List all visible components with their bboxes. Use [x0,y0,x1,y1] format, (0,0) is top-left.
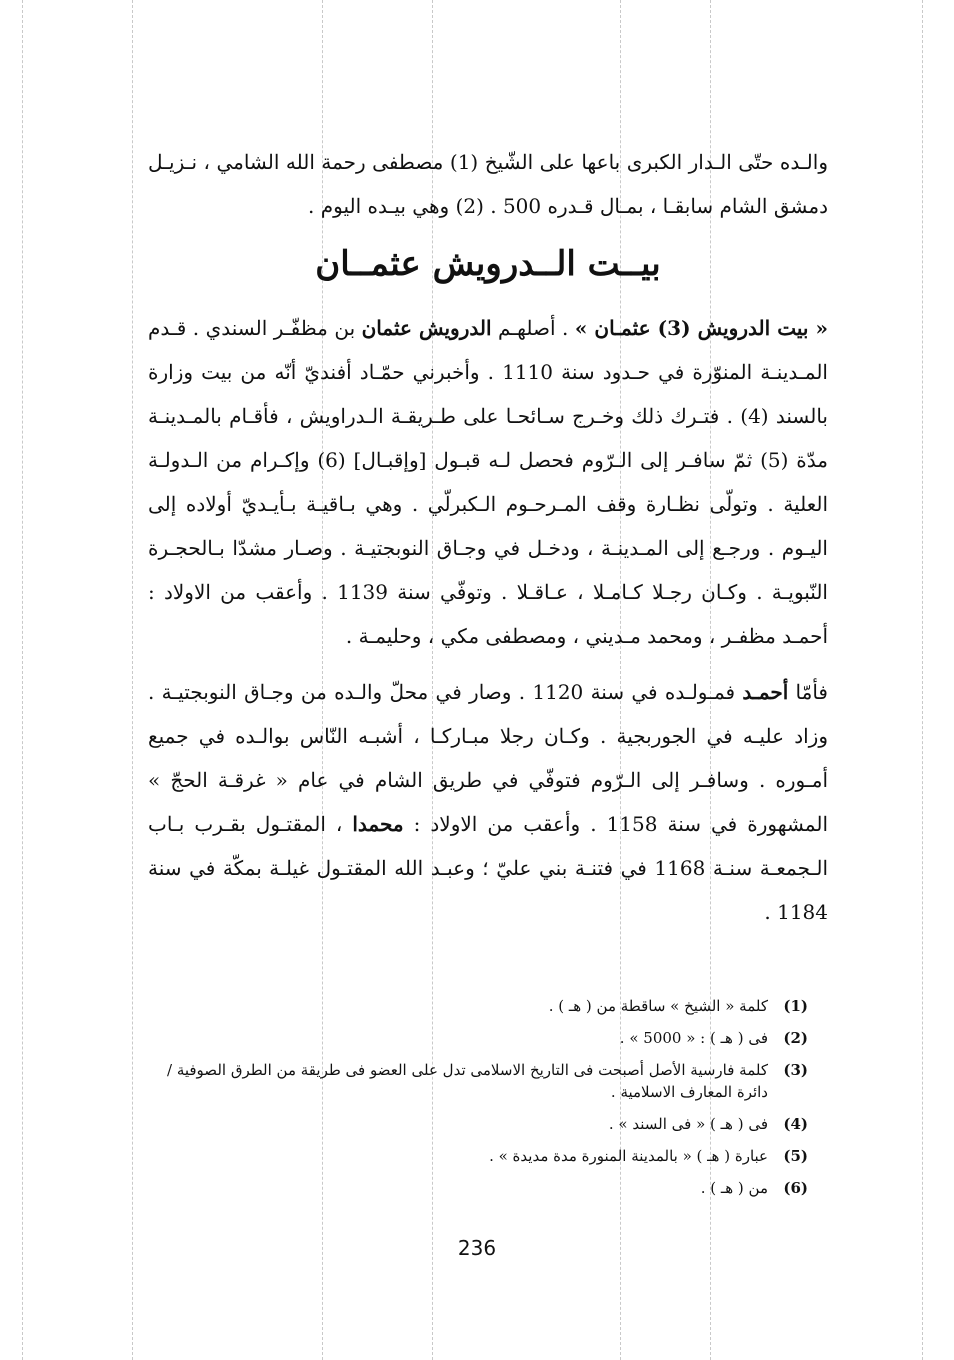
paragraph-text: ، المقتـول بقـرب بـاب الـجمعـة سنـة 1168 في فتنـة بني عليّ ؛ وعبـد الله المقتـول غيلـة بمكّة في سنة 1184 . [148,812,828,924]
footnote [148,1022,808,1054]
paragraph-text: بن مظفّـر السندي . قـدم المـدينـة المنوّرة في حـدود سنة 1110 . وأخبرني حمّـاد أفنديّ أنّه من بيت وزارة بالسند (4) . فتـرك ذلك وخـرج سـائحـا على طـريقـة الـدراويش ، فأقـام بالمـدينـة مدّة (5) ثمّ سافـر إلى الـرّوم فحصل لـه قبـول [وإقبـال] (6) وإكـرام من الـدولـة العلية . وتولّى نظـارة وقف المـرحـوم الـكبرلّي . وهي بـاقيـة بـأيـديّ أولاده إلى اليـوم . ورجـع إلى المـدينـة ، ودخـل في وجـاق النوبجتيـة . وصـار مشدّا بـالحجـرة النّبويـة . وكـان رجـلا كـامـلا ، عـاقـلا . وتوفّي سنة 1139 . وأعقب من الاولاد : أحمـد مظفـر ، ومحمد مـديني ، ومصطفى مكي ، وحليمـة . [148,316,828,648]
person-name: الدرويش عثمان [361,316,492,340]
paragraph-lead: « بيت الدرويش (3) عثمـان » [574,316,829,340]
footnote-text: فى ( هـ ) : « 5000 » . [619,1029,768,1047]
footnote-text: من ( هـ ) . [700,1179,768,1197]
scan-guide-line [132,0,133,1360]
top-paragraph: والـده حتّى الـدار الكبرى باعها على الشّيخ (1) مصطفى رحمة الله الشامي ، نـزيـل دمشق الشام سابقـا ، بمـال قـدره 500 . (2) وهي بيـده اليوم . [148,150,828,218]
page-number: 236 [457,1236,497,1260]
footnotes [148,990,808,1204]
section-title: بيــت الــدرويش عثمــان [315,244,661,284]
footnote [148,1108,808,1140]
person-name: أحمـد [742,680,789,704]
footnote-number: (4) [783,1115,808,1133]
paragraph-text: فأمّا [788,680,828,704]
footnote-number: (5) [783,1147,808,1165]
scan-guide-line [22,0,23,1360]
footnote-text: كلمة « الشيخ » ساقطة من ( هـ ) . [548,997,768,1015]
footnote-number: (3) [783,1061,808,1079]
paragraph-text: . أصلهـم [491,316,575,340]
paragraph-text: فمـولـده في سنة 1120 . وصار في محلّ والـده من وجـاق النوبجتيـة . وزاد عليـه في الجوربجية . وكـان رجلا مبـاركـا ، أشبـه النّاس بوالـده في جميع أمـوره . وسافـر إلى الـرّوم فتوفّي في طريق الشام في عام « غرقـة الحجّ » المشهورة في سنة 1158 . وأعقب من الاولاد : [148,680,828,836]
footnote-number: (2) [783,1029,808,1047]
footnote [148,1140,808,1172]
footnote-text: فى ( هـ ) « فى السند » . [608,1115,768,1133]
footnote-number: (1) [783,997,808,1015]
person-name: محمدا [352,812,404,836]
footnote-text: عبارة ( هـ ) « بالمدينة المنورة مدة مديدة » . [489,1147,768,1165]
paragraph-ahmad [148,670,828,934]
footnote [148,990,808,1022]
scan-guide-line [922,0,923,1360]
footnote-number: (6) [783,1179,808,1197]
footnote [148,1172,808,1204]
page-body [148,140,828,934]
footnote-text: كلمة فارسية الأصل أصبحت فى التاريخ الاسلامى تدل على العضو فى طريقة من الطرق الصوفية / دائرة المعارف الاسلامية . [167,1061,768,1101]
paragraph-darwish-house [148,306,828,658]
footnote [148,1054,808,1108]
